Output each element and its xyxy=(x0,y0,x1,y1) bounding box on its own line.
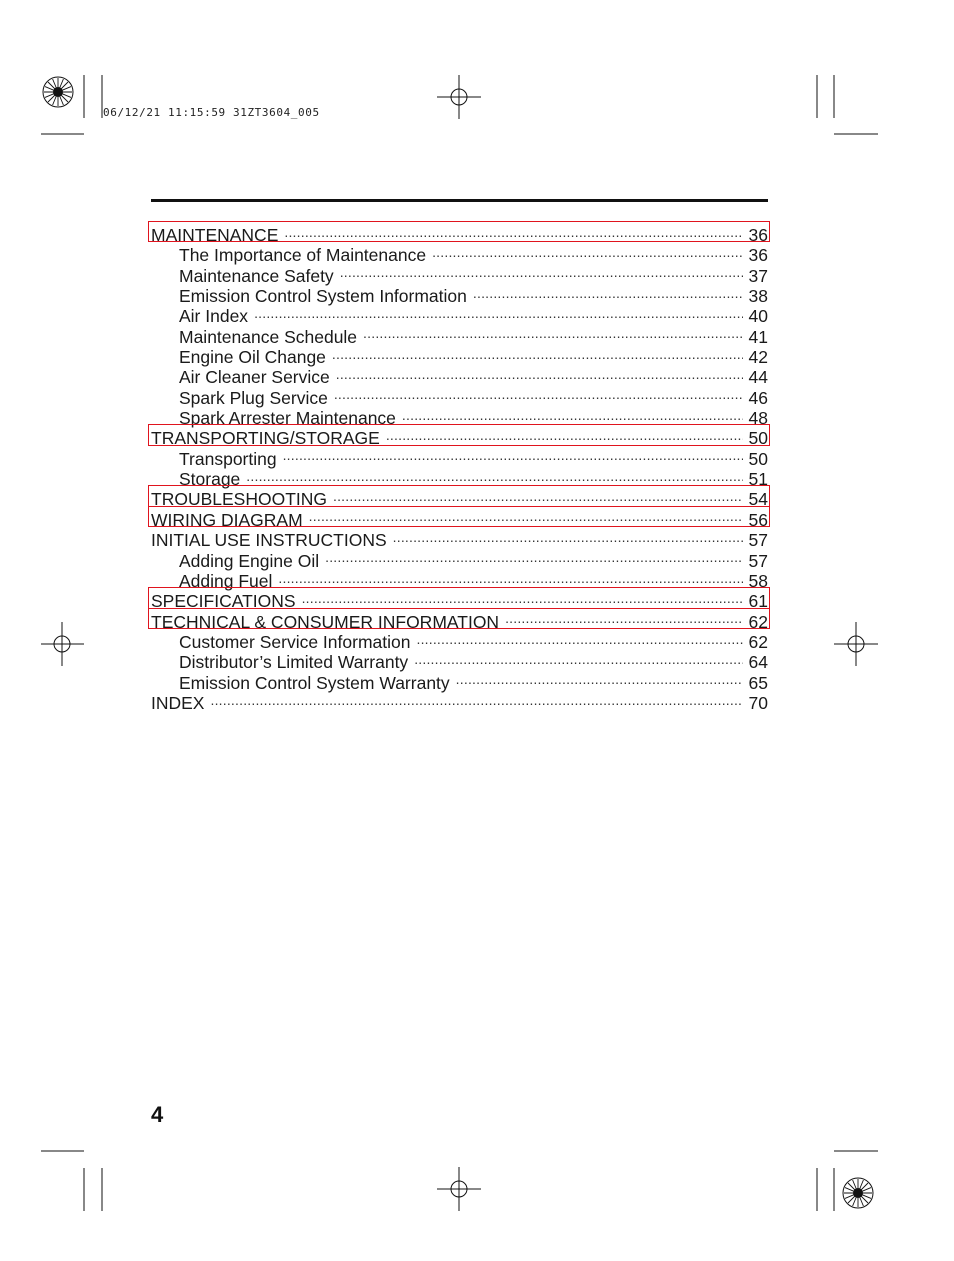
toc-dot-leader xyxy=(393,526,743,546)
toc-entry-page: 56 xyxy=(748,509,768,530)
toc-entry-title: Transporting xyxy=(179,448,277,469)
toc-entry-title: MAINTENANCE xyxy=(151,225,279,245)
toc-entry-page: 36 xyxy=(748,225,768,245)
toc-entry-title: WIRING DIAGRAM xyxy=(151,509,303,530)
toc-section-entry[interactable] xyxy=(151,506,768,530)
toc-subsection-entry[interactable] xyxy=(151,465,768,490)
toc-entry-page: 57 xyxy=(748,550,768,571)
toc-entry-page: 51 xyxy=(748,469,768,490)
toc-dot-leader xyxy=(246,465,743,485)
toc-entry-page: 50 xyxy=(748,448,768,469)
toc-subsection-entry[interactable] xyxy=(151,628,768,652)
toc-section-entry[interactable] xyxy=(151,608,768,632)
toc-entry-title: INDEX xyxy=(151,692,205,713)
toc-dot-leader xyxy=(278,567,743,587)
toc-entry-page: 62 xyxy=(748,631,768,652)
toc-entry-page: 41 xyxy=(748,326,768,347)
toc-subsection-entry[interactable] xyxy=(151,282,768,307)
toc-entry-page: 65 xyxy=(748,672,768,693)
toc-subsection-entry[interactable] xyxy=(151,302,768,327)
toc-entry-title: Distributor’s Limited Warranty xyxy=(179,652,409,673)
crop-mark-bottom-right xyxy=(817,1151,878,1211)
toc-subsection-entry[interactable] xyxy=(151,669,768,693)
toc-subsection-entry[interactable] xyxy=(151,648,768,673)
toc-section-entry[interactable] xyxy=(151,485,768,510)
toc-entry-title: Adding Fuel xyxy=(179,570,273,591)
toc-subsection-entry[interactable] xyxy=(151,323,768,347)
toc-entry-title: Storage xyxy=(179,469,241,490)
toc-dot-leader xyxy=(340,262,743,282)
toc-entry-title: TECHNICAL & CONSUMER INFORMATION xyxy=(151,611,500,632)
toc-dot-leader xyxy=(333,485,743,505)
toc-subsection-entry[interactable] xyxy=(151,445,768,469)
crop-mark-bottom-left xyxy=(41,1151,102,1211)
toc-subsection-entry[interactable] xyxy=(151,384,768,408)
toc-dot-leader xyxy=(402,404,743,424)
toc-dot-leader xyxy=(334,384,743,404)
header-rule xyxy=(151,199,768,202)
toc-entry-page: 64 xyxy=(748,652,768,673)
toc-entry-title: Spark Plug Service xyxy=(179,387,328,408)
toc-entry-page: 61 xyxy=(748,591,768,612)
toc-entry-page: 36 xyxy=(748,245,768,266)
toc-section-entry[interactable] xyxy=(151,689,768,713)
toc-entry-page: 50 xyxy=(748,428,768,449)
toc-dot-leader xyxy=(254,302,743,322)
toc-entry-title: TRANSPORTING/STORAGE xyxy=(151,428,380,449)
toc-dot-leader xyxy=(284,221,743,241)
toc-dot-leader xyxy=(456,669,743,689)
toc-dot-leader xyxy=(473,282,743,302)
toc-section-entry[interactable] xyxy=(151,587,768,612)
toc-entry-page: 40 xyxy=(748,306,768,327)
toc-entry-title: INITIAL USE INSTRUCTIONS xyxy=(151,530,387,551)
crop-mark-top-left xyxy=(41,75,102,134)
toc-entry-title: Emission Control System Information xyxy=(179,286,467,307)
toc-entry-page: 48 xyxy=(748,408,768,429)
toc-entry-title: Air Index xyxy=(179,306,249,327)
toc-entry-title: Maintenance Safety xyxy=(179,265,334,286)
toc-entry-title: Customer Service Information xyxy=(179,631,411,652)
toc-subsection-entry[interactable] xyxy=(151,404,768,429)
toc-entry-title: Spark Arrester Maintenance xyxy=(179,408,396,429)
toc-dot-leader xyxy=(416,628,743,648)
toc-subsection-entry[interactable] xyxy=(151,343,768,368)
toc-dot-leader xyxy=(363,323,743,343)
registration-cross-left xyxy=(41,622,84,666)
toc-subsection-entry[interactable] xyxy=(151,363,768,388)
toc-section-entry[interactable] xyxy=(151,424,768,449)
toc-entry-title: Emission Control System Warranty xyxy=(179,672,450,693)
toc-entry-page: 54 xyxy=(748,489,768,510)
toc-section-entry[interactable] xyxy=(151,526,768,551)
registration-cross-top xyxy=(437,75,481,119)
crop-mark-top-right xyxy=(817,75,878,134)
toc-dot-leader xyxy=(309,506,743,526)
toc-section-entry[interactable] xyxy=(151,221,768,245)
registration-cross-right xyxy=(834,622,878,666)
toc-entry-title: SPECIFICATIONS xyxy=(151,591,296,612)
toc-entry-title: Engine Oil Change xyxy=(179,347,326,368)
toc-dot-leader xyxy=(386,424,743,444)
page-number: 4 xyxy=(151,1102,164,1127)
toc-entry-page: 38 xyxy=(748,286,768,307)
registration-cross-bottom xyxy=(437,1167,481,1211)
toc-subsection-entry[interactable] xyxy=(151,241,768,266)
toc-entry-page: 58 xyxy=(748,570,768,591)
toc-subsection-entry[interactable] xyxy=(151,547,768,571)
table-of-contents xyxy=(151,221,768,713)
toc-entry-title: TROUBLESHOOTING xyxy=(151,489,327,510)
toc-entry-page: 37 xyxy=(748,265,768,286)
print-job-header: 06/12/21 11:15:59 31ZT3604_005 xyxy=(103,106,320,119)
registration-starburst-top-left xyxy=(43,77,73,107)
toc-dot-leader xyxy=(505,608,743,628)
toc-subsection-entry[interactable] xyxy=(151,567,768,591)
toc-entry-page: 57 xyxy=(748,530,768,551)
toc-dot-leader xyxy=(283,445,743,465)
toc-entry-page: 44 xyxy=(748,367,768,388)
toc-dot-leader xyxy=(432,241,743,261)
toc-entry-title: Adding Engine Oil xyxy=(179,550,320,571)
toc-dot-leader xyxy=(332,343,743,363)
toc-dot-leader xyxy=(210,689,743,709)
toc-entry-title: Air Cleaner Service xyxy=(179,367,330,388)
toc-entry-page: 42 xyxy=(748,347,768,368)
toc-entry-page: 46 xyxy=(748,387,768,408)
toc-entry-title: Maintenance Schedule xyxy=(179,326,358,347)
toc-dot-leader xyxy=(302,587,743,607)
toc-entry-title: The Importance of Maintenance xyxy=(179,245,427,266)
toc-subsection-entry[interactable] xyxy=(151,262,768,286)
toc-dot-leader xyxy=(325,547,743,567)
registration-starburst-bottom-right xyxy=(843,1178,873,1208)
toc-dot-leader xyxy=(414,648,743,668)
toc-entry-page: 70 xyxy=(748,692,768,713)
toc-dot-leader xyxy=(336,363,743,383)
toc-entry-page: 62 xyxy=(748,611,768,632)
